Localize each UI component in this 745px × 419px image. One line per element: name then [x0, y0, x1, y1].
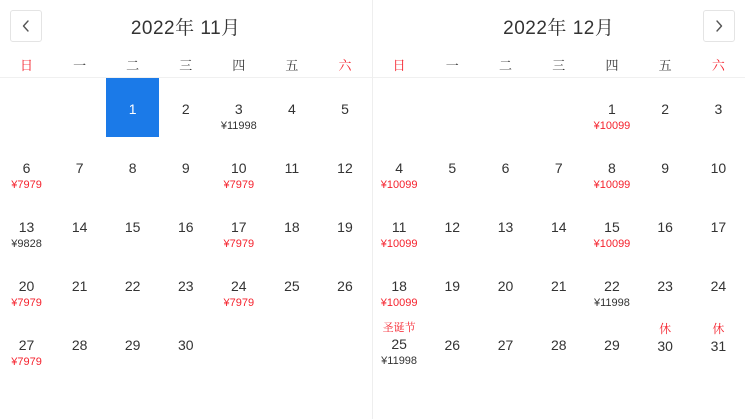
day-price: ¥10099	[380, 238, 418, 250]
day-number: 23	[657, 278, 673, 294]
day-number: 8	[128, 160, 137, 176]
day-number: 15	[124, 219, 141, 235]
day-price: ¥7979	[11, 356, 42, 368]
day-number: 20	[18, 278, 35, 294]
day-price: ¥10099	[380, 297, 418, 309]
day-number: 18	[391, 278, 407, 294]
day-cell[interactable]	[212, 255, 265, 314]
weekday-label: 三	[552, 58, 566, 73]
day-cell[interactable]	[0, 255, 53, 314]
day-price: ¥7979	[223, 179, 255, 191]
day-number: 26	[337, 278, 353, 294]
day-price: ¥10099	[593, 238, 631, 250]
day-number: 9	[661, 160, 670, 176]
day-number: 6	[22, 160, 31, 176]
day-cell[interactable]	[692, 78, 745, 137]
day-cell[interactable]	[639, 137, 692, 196]
day-price: ¥11998	[381, 355, 418, 367]
day-cell-empty	[532, 78, 585, 137]
day-grid-left	[0, 78, 372, 373]
weekday-label: 一	[445, 58, 459, 73]
day-number: 12	[444, 219, 461, 235]
day-number: 29	[124, 337, 141, 353]
day-number: 14	[550, 219, 567, 235]
day-number: 16	[657, 219, 673, 235]
day-cell[interactable]	[479, 196, 532, 255]
day-number: 3	[714, 101, 723, 117]
day-number: 4	[395, 160, 403, 176]
day-number: 27	[497, 337, 514, 353]
day-number: 28	[71, 337, 88, 353]
day-price: ¥10099	[593, 179, 631, 191]
day-cell[interactable]	[159, 78, 212, 137]
day-cell[interactable]	[692, 314, 745, 373]
day-number: 15	[604, 219, 620, 235]
day-price: ¥7979	[11, 297, 42, 309]
day-number: 22	[604, 278, 620, 294]
day-cell[interactable]	[373, 137, 426, 196]
day-cell[interactable]	[532, 255, 585, 314]
day-cell[interactable]	[479, 314, 532, 373]
day-cell[interactable]	[0, 196, 53, 255]
day-cell-empty	[426, 78, 479, 137]
day-number: 20	[497, 278, 514, 294]
day-number: 25	[391, 336, 407, 352]
day-number: 27	[18, 337, 35, 353]
day-grid-right	[373, 78, 745, 373]
day-cell[interactable]	[426, 196, 479, 255]
chevron-left-icon	[21, 18, 31, 34]
day-number: 22	[124, 278, 141, 294]
day-number: 21	[71, 278, 88, 294]
day-cell[interactable]	[639, 196, 692, 255]
day-cell[interactable]	[692, 137, 745, 196]
day-cell-empty	[373, 78, 426, 137]
day-price: ¥10099	[380, 179, 418, 191]
day-cell[interactable]	[212, 78, 265, 137]
day-cell[interactable]	[639, 255, 692, 314]
day-number: 10	[710, 160, 727, 176]
weekday-label: 五	[285, 58, 299, 73]
day-cell[interactable]	[585, 196, 638, 255]
day-number: 12	[337, 160, 353, 176]
day-cell[interactable]	[639, 78, 692, 137]
weekday-label: 日	[20, 58, 34, 73]
weekday-label: 四	[232, 58, 246, 73]
day-number: 5	[341, 101, 349, 117]
day-cell[interactable]	[159, 314, 212, 373]
day-cell[interactable]	[373, 196, 426, 255]
day-number: 6	[501, 160, 510, 176]
day-cell[interactable]	[159, 137, 212, 196]
day-number: 14	[71, 219, 88, 235]
day-price: ¥7979	[11, 179, 42, 191]
rest-day-badge: 休	[659, 322, 672, 336]
day-cell[interactable]	[692, 255, 745, 314]
day-cell[interactable]	[532, 314, 585, 373]
weekday-label: 六	[711, 58, 725, 73]
day-cell[interactable]	[265, 196, 318, 255]
day-number: 19	[444, 278, 461, 294]
day-cell[interactable]	[318, 78, 371, 137]
day-cell[interactable]	[159, 196, 212, 255]
day-number: 24	[231, 278, 247, 294]
day-number: 16	[177, 219, 194, 235]
day-price: ¥7979	[223, 297, 255, 309]
day-price: ¥10099	[593, 120, 631, 132]
day-number: 29	[604, 337, 620, 353]
day-number: 24	[710, 278, 727, 294]
day-price: ¥7979	[223, 238, 255, 250]
day-cell[interactable]	[159, 255, 212, 314]
day-cell[interactable]	[53, 255, 106, 314]
day-cell[interactable]	[265, 255, 318, 314]
month-title-right: 2022年 12月	[503, 17, 615, 39]
day-cell[interactable]	[106, 78, 159, 137]
rest-day-badge: 休	[712, 322, 725, 336]
day-price: ¥11998	[594, 297, 630, 309]
day-cell-empty	[479, 78, 532, 137]
day-number: 31	[710, 338, 727, 354]
day-number: 11	[284, 160, 300, 176]
calendar-month-panel-right	[373, 0, 745, 419]
day-cell[interactable]	[106, 137, 159, 196]
day-cell[interactable]	[265, 78, 318, 137]
weekday-label: 四	[605, 58, 619, 73]
day-number: 9	[181, 160, 190, 176]
day-cell[interactable]	[265, 137, 318, 196]
day-cell-empty	[0, 78, 53, 137]
day-number: 2	[661, 101, 670, 117]
chevron-right-icon	[714, 18, 724, 34]
day-cell[interactable]	[106, 314, 159, 373]
day-number: 25	[284, 278, 300, 294]
day-number: 8	[608, 160, 616, 176]
day-number: 2	[181, 101, 190, 117]
month-header-right	[373, 0, 745, 52]
day-cell[interactable]	[426, 137, 479, 196]
day-number: 10	[231, 160, 247, 176]
day-number: 4	[287, 101, 296, 117]
day-cell[interactable]	[585, 137, 638, 196]
day-cell[interactable]	[318, 137, 371, 196]
month-title-left: 2022年 11月	[130, 17, 241, 39]
day-cell[interactable]	[639, 314, 692, 373]
prev-month-button[interactable]	[10, 10, 42, 42]
day-cell[interactable]	[585, 255, 638, 314]
day-number: 13	[18, 219, 35, 235]
day-number: 5	[448, 160, 457, 176]
day-number: 30	[657, 338, 673, 354]
day-number: 7	[75, 160, 84, 176]
day-price: ¥9828	[11, 238, 42, 250]
day-cell[interactable]	[106, 255, 159, 314]
day-cell[interactable]	[212, 137, 265, 196]
day-number: 1	[128, 101, 137, 117]
day-number: 21	[550, 278, 567, 294]
day-cell[interactable]	[479, 137, 532, 196]
day-cell[interactable]	[585, 78, 638, 137]
day-cell[interactable]	[692, 196, 745, 255]
day-number: 30	[177, 337, 194, 353]
day-cell[interactable]	[532, 196, 585, 255]
day-number: 13	[497, 219, 514, 235]
day-cell[interactable]	[532, 137, 585, 196]
day-price: ¥11998	[220, 120, 257, 132]
day-cell[interactable]	[0, 137, 53, 196]
day-cell[interactable]	[53, 196, 106, 255]
weekday-label: 二	[126, 58, 140, 73]
day-cell[interactable]	[373, 255, 426, 314]
day-cell[interactable]	[53, 137, 106, 196]
day-cell[interactable]	[53, 314, 106, 373]
weekday-label: 五	[658, 58, 672, 73]
day-number: 18	[284, 219, 300, 235]
day-cell-empty	[53, 78, 106, 137]
day-number: 17	[710, 219, 727, 235]
day-cell[interactable]	[426, 255, 479, 314]
day-cell[interactable]	[212, 196, 265, 255]
day-cell[interactable]	[318, 255, 371, 314]
day-number: 19	[337, 219, 353, 235]
weekday-header-right	[373, 52, 745, 78]
day-cell[interactable]	[426, 314, 479, 373]
weekday-label: 三	[179, 58, 193, 73]
weekday-header-left	[0, 52, 372, 78]
next-month-button[interactable]	[703, 10, 735, 42]
day-number: 7	[554, 160, 563, 176]
day-number: 17	[231, 219, 247, 235]
day-cell[interactable]	[0, 314, 53, 373]
day-cell[interactable]	[479, 255, 532, 314]
weekday-label: 日	[392, 58, 406, 73]
weekday-label: 六	[338, 58, 352, 73]
day-cell[interactable]	[318, 196, 371, 255]
festival-label: 圣诞节	[382, 322, 416, 334]
day-number: 23	[177, 278, 194, 294]
day-number: 3	[234, 101, 243, 117]
day-cell[interactable]	[373, 314, 426, 373]
day-number: 11	[391, 219, 407, 235]
day-cell[interactable]	[106, 196, 159, 255]
day-number: 26	[444, 337, 461, 353]
month-header-left	[0, 0, 372, 52]
day-number: 1	[608, 101, 616, 117]
day-cell[interactable]	[585, 314, 638, 373]
day-number: 28	[550, 337, 567, 353]
weekday-label: 二	[499, 58, 513, 73]
weekday-label: 一	[73, 58, 87, 73]
